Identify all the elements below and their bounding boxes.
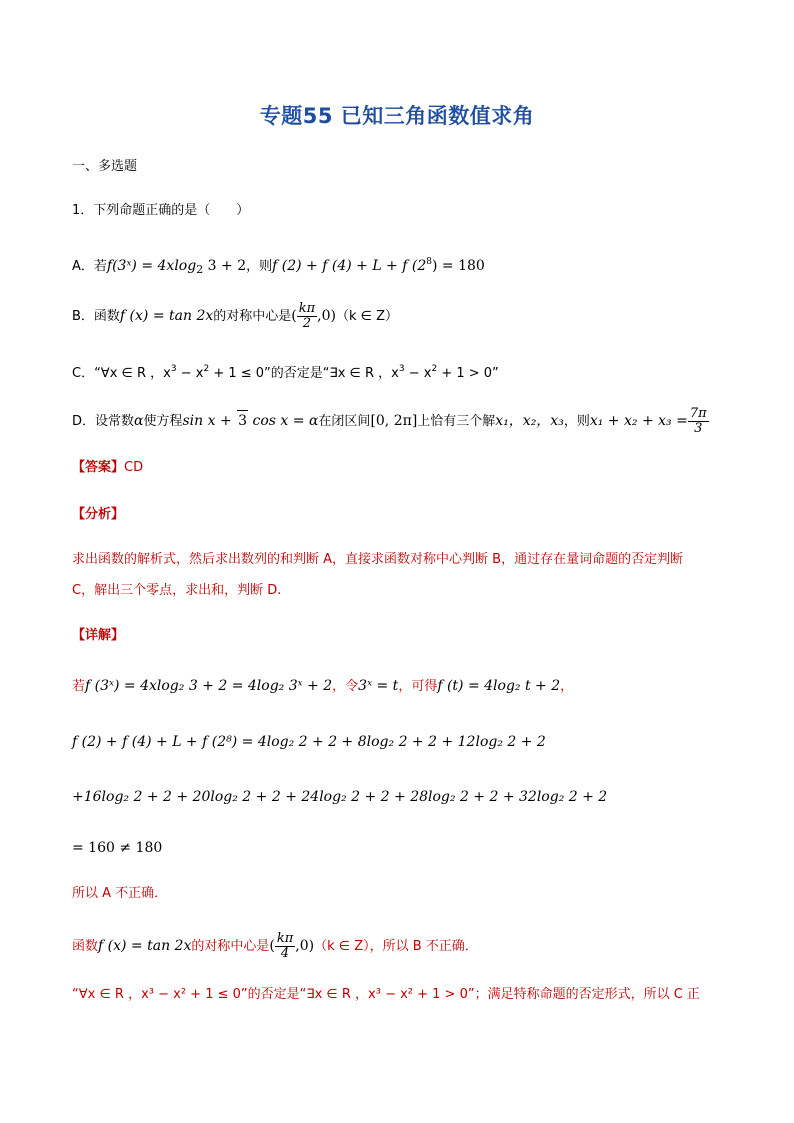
option-d-frac-num: 7π xyxy=(689,406,707,421)
detail-line-7 xyxy=(72,985,700,1005)
detail-line6-fraction xyxy=(275,932,295,961)
detail-line-1 xyxy=(72,676,573,697)
option-b-label: B．函数 xyxy=(72,309,120,324)
option-b-cond: （k ∈ Z） xyxy=(335,309,399,324)
option-b xyxy=(72,302,398,331)
detail-line6-frac-num: kπ xyxy=(276,931,294,946)
answer-line xyxy=(72,458,143,478)
question-stem: 1．下列命题正确的是（ ） xyxy=(72,203,250,218)
option-b-frac-den: 2 xyxy=(302,316,312,331)
option-d-sum: x₁ + x₂ + x₃ = xyxy=(589,413,688,429)
analysis-line-2: C，解出三个零点，求出和，判断 D. xyxy=(72,583,282,598)
option-a-label: A．若 xyxy=(72,259,107,274)
analysis-line-1: 求出函数的解析式，然后求出数列的和判断 A，直接求函数对称中心判断 B，通过存在量词命题的否定判断 xyxy=(72,552,684,567)
detail-line6-c: 的对称中心是 xyxy=(191,939,270,954)
detail-line7-a: “∀x ∈ R ，x³ − x² + 1 ≤ 0”的否定是“∃x ∈ R ，x³ − x² + 1 > 0” xyxy=(72,987,475,1002)
detail-line1-e: ，可得 xyxy=(398,679,438,694)
detail-line6-paren-close: ,0) xyxy=(295,938,315,954)
option-c-sup3: 3 xyxy=(398,364,405,374)
answer-value: CD xyxy=(124,460,144,475)
option-b-paren-close: ,0) xyxy=(317,308,336,324)
option-d xyxy=(72,407,709,436)
option-b-mid: 的对称中心是 xyxy=(213,309,292,324)
detail-line1-b: f (3ˣ) = 4xlog₂ 3 + 2 = 4log₂ 3ˣ + 2 xyxy=(85,678,333,694)
option-d-eq-left: sin x + xyxy=(182,413,237,429)
detail-line6-b: f (x) = tan 2x xyxy=(98,938,192,954)
option-d-alpha: α xyxy=(134,413,144,429)
option-c-sup2: 2 xyxy=(203,364,210,374)
option-b-frac-num: kπ xyxy=(298,301,316,316)
detail-line1-a: 若 xyxy=(72,679,86,694)
option-a-expr2: f (2) + f (4) + L + f (2 xyxy=(272,258,427,274)
detail-line1-g: ， xyxy=(560,679,574,694)
option-a-expr2-sup: 8 xyxy=(426,257,432,267)
option-d-text4: ，则 xyxy=(563,414,590,429)
detail-line-4: = 160 ≠ 180 xyxy=(72,840,163,856)
option-d-interval: [0, 2π] xyxy=(370,413,418,429)
detail-line6-paren-open: ( xyxy=(269,938,275,954)
detail-line-5: 所以 A 不正确． xyxy=(72,886,168,901)
option-a-expr1-tail: 3 + 2 xyxy=(203,258,247,274)
detail-line1-f: f (t) = 4log₂ t + 2 xyxy=(437,678,561,694)
detail-line1-c: ，令 xyxy=(332,679,359,694)
detail-line-2: f (2) + f (4) + L + f (2⁸) = 4log₂ 2 + 2 + 8log₂ 2 + 2 + 12log₂ 2 + 2 xyxy=(72,734,546,750)
analysis-label: 【分析】 xyxy=(72,507,125,522)
option-d-label: D．设常数 xyxy=(72,414,135,429)
option-d-sqrt: 3 xyxy=(237,410,248,431)
detail-line-6 xyxy=(72,932,478,961)
detail-line6-a: 函数 xyxy=(72,939,99,954)
detail-label: 【详解】 xyxy=(72,628,125,643)
option-c-open: C．“∀x ∈ R ，x xyxy=(72,366,171,381)
detail-line6-d: （k ∈ Z），所以 B 不正确． xyxy=(314,939,478,954)
option-c xyxy=(72,359,499,384)
page-title: 专题55 已知三角函数值求角 xyxy=(259,104,535,128)
option-a xyxy=(72,252,485,280)
option-c-mid3: − x xyxy=(404,366,432,381)
option-d-eq-right: cos x = α xyxy=(248,413,319,429)
option-b-paren-open: ( xyxy=(291,308,297,324)
option-a-expr1: f(3ˣ) = 4xlog xyxy=(106,258,197,274)
option-b-expr: f (x) = tan 2x xyxy=(119,308,214,324)
option-d-text2: 在闭区间 xyxy=(318,414,371,429)
section-heading: 一、多选题 xyxy=(72,159,138,174)
option-a-sep: ，则 xyxy=(246,259,273,274)
detail-line1-d: 3ˣ = t xyxy=(358,678,399,694)
option-c-sup4: 2 xyxy=(431,364,438,374)
option-b-fraction xyxy=(297,302,317,331)
option-d-text1: 使方程 xyxy=(143,414,183,429)
option-c-sup1: 3 xyxy=(170,364,177,374)
option-d-fraction xyxy=(688,407,709,436)
option-a-expr2-tail: ) = 180 xyxy=(431,258,485,274)
option-c-end: + 1 > 0” xyxy=(437,366,499,381)
option-d-text3: 上恰有三个解 xyxy=(417,414,496,429)
detail-line7-b: ；满足特称命题的否定形式，所以 C 正 xyxy=(474,987,700,1002)
answer-label: 【答案】 xyxy=(72,460,125,475)
detail-line6-frac-den: 4 xyxy=(280,946,290,961)
option-d-frac-den: 3 xyxy=(694,421,703,436)
detail-line-3: +16log₂ 2 + 2 + 20log₂ 2 + 2 + 24log₂ 2 + 2 + 28log₂ 2 + 2 + 32log₂ 2 + 2 xyxy=(72,789,608,805)
option-c-mid2: + 1 ≤ 0”的否定是“∃x ∈ R ，x xyxy=(209,366,399,381)
option-c-mid1: − x xyxy=(176,366,204,381)
option-a-expr1-sub: 2 xyxy=(196,263,204,276)
option-d-vars: x₁，x₂，x₃ xyxy=(495,413,564,429)
